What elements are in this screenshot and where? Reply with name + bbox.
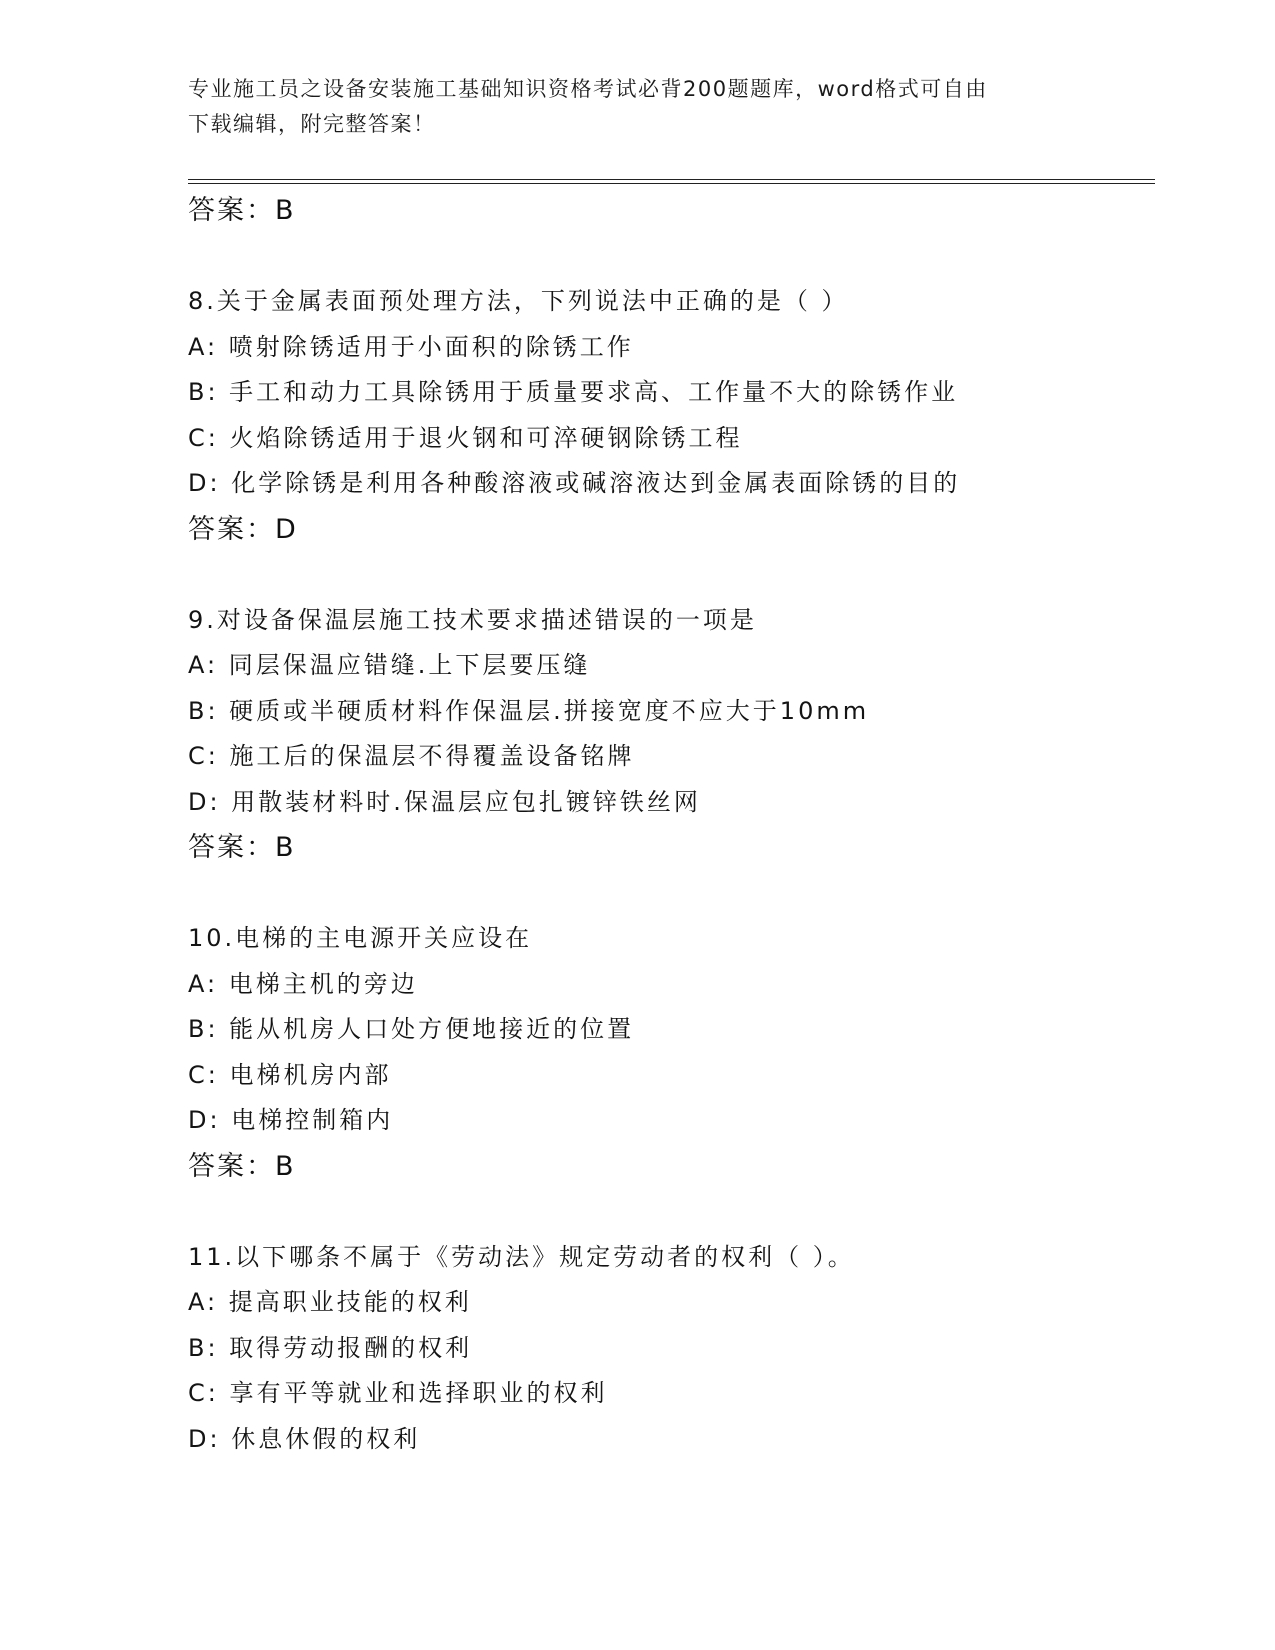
option-b: B: 硬质或半硬质材料作保温层.拼接宽度不应大于10mm	[188, 696, 870, 725]
answer-line: 答案：B	[188, 1150, 296, 1182]
header-title-line-1: 专业施工员之设备安装施工基础知识资格考试必背200题题库，word格式可自由	[188, 77, 988, 101]
option-c: C: 电梯机房内部	[188, 1060, 392, 1089]
header-title-line-2: 下载编辑，附完整答案！	[188, 112, 436, 136]
spacer	[188, 871, 1148, 917]
option-d: D: 休息休假的权利	[188, 1424, 421, 1453]
spacer	[188, 552, 1148, 598]
answer-line: 答案：B	[188, 832, 296, 863]
option-d: D: 用散装材料时.保温层应包扎镀锌铁丝网	[188, 787, 701, 816]
option-c: C: 享有平等就业和选择职业的权利	[188, 1379, 608, 1407]
question-10	[188, 916, 1148, 1189]
question-8	[188, 279, 1148, 552]
option-b: B: 手工和动力工具除锈用于质量要求高、工作量不大的除锈作业	[188, 378, 959, 406]
question-stem: 9.对设备保温层施工技术要求描述错误的一项是	[188, 605, 757, 634]
answer-previous-question: 答案：B	[188, 195, 296, 226]
option-a: A: 喷射除锈适用于小面积的除锈工作	[188, 332, 634, 361]
question-9	[188, 598, 1148, 871]
question-stem: 8.关于金属表面预处理方法，下列说法中正确的是（ ）	[188, 287, 849, 315]
option-c: C: 火焰除锈适用于退火钢和可淬硬钢除锈工程	[188, 423, 743, 452]
option-c: C: 施工后的保温层不得覆盖设备铭牌	[188, 742, 635, 770]
answer-line: 答案：D	[188, 513, 298, 545]
spacer	[188, 1189, 1148, 1235]
option-d: D: 化学除锈是利用各种酸溶液或碱溶液达到金属表面除锈的目的	[188, 469, 961, 497]
question-list	[188, 188, 1148, 1462]
option-b: B: 能从机房人口处方便地接近的位置	[188, 1015, 635, 1043]
option-d: D: 电梯控制箱内	[188, 1106, 394, 1134]
option-a: A: 同层保温应错缝.上下层要压缝	[188, 651, 591, 679]
question-11	[188, 1235, 1148, 1463]
header-divider-top	[188, 179, 1155, 180]
question-stem: 11.以下哪条不属于《劳动法》规定劳动者的权利（ ）。	[188, 1242, 855, 1271]
option-a: A: 提高职业技能的权利	[188, 1288, 472, 1316]
header-divider-bottom	[188, 183, 1155, 184]
question-stem: 10.电梯的主电源开关应设在	[188, 924, 533, 952]
option-b: B: 取得劳动报酬的权利	[188, 1333, 473, 1362]
document-header	[188, 72, 1088, 142]
spacer	[188, 234, 1148, 280]
option-a: A: 电梯主机的旁边	[188, 969, 418, 998]
